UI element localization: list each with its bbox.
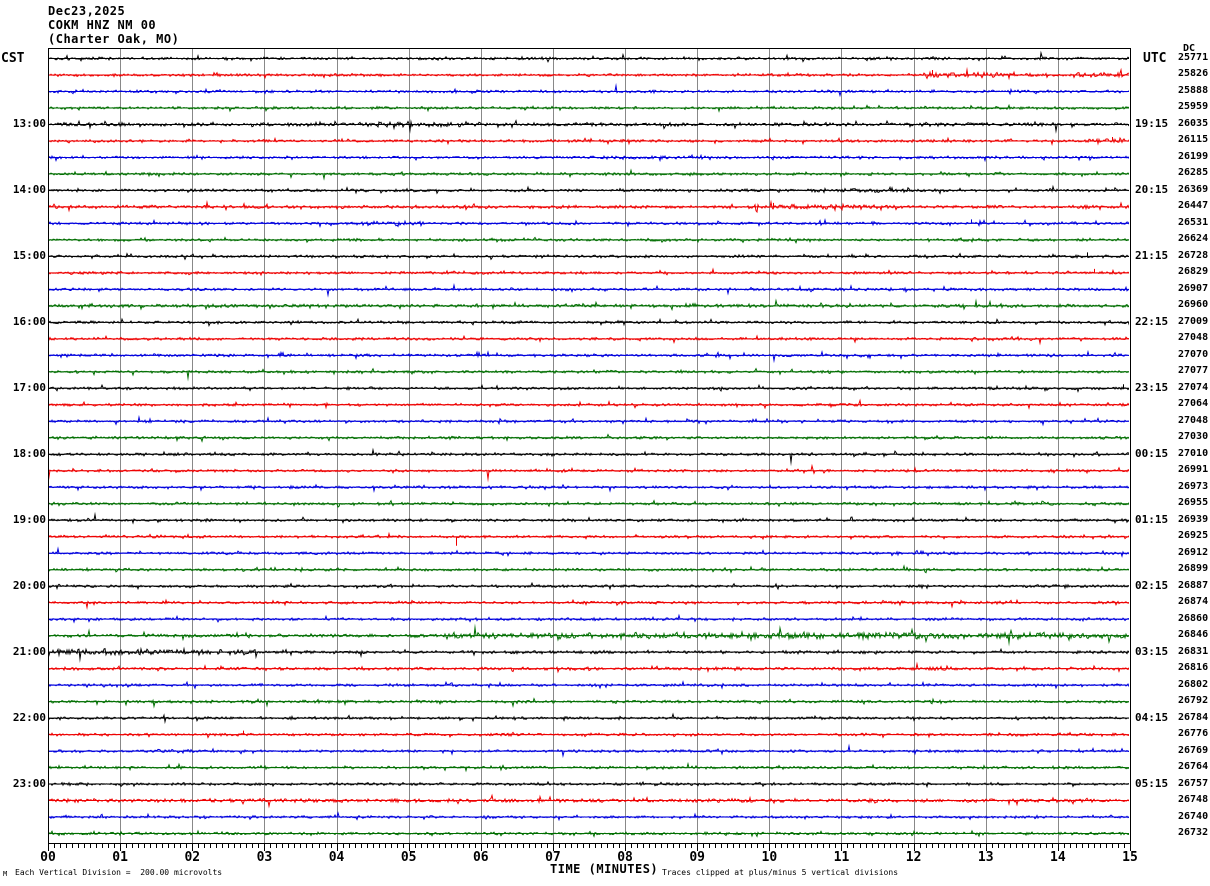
cst-hour-label: 18:00 <box>12 446 46 460</box>
utc-hour-label: 02:15 <box>1135 578 1169 592</box>
utc-hour-label: 21:15 <box>1135 248 1169 262</box>
dc-offset-value: 26792 <box>1178 695 1209 707</box>
cst-hour-label: 20:00 <box>12 578 46 592</box>
x-axis-tick-label: 12 <box>905 850 922 865</box>
dc-offset-value: 26955 <box>1178 497 1209 509</box>
x-axis-tick-label: 10 <box>761 850 778 865</box>
dc-offset-value: 26899 <box>1178 563 1209 575</box>
cst-hour-label: 16:00 <box>12 314 46 328</box>
dc-offset-value: 25771 <box>1178 52 1209 63</box>
x-axis-tick-label: 11 <box>833 850 850 865</box>
dc-offset-value: 25959 <box>1178 101 1209 113</box>
dc-offset-value: 26285 <box>1178 167 1209 179</box>
dc-offset-value: 26816 <box>1178 662 1209 674</box>
dc-offset-value: 26939 <box>1178 513 1209 525</box>
dc-offset-value: 26925 <box>1178 530 1209 542</box>
dc-offset-value: 26728 <box>1178 249 1209 261</box>
dc-offset-value: 26960 <box>1178 299 1209 311</box>
utc-hour-label: 20:15 <box>1135 182 1169 196</box>
cst-hour-label: 13:00 <box>12 116 46 130</box>
dc-offset-value: 26991 <box>1178 464 1209 476</box>
x-axis-tick-label: 00 <box>40 850 56 865</box>
utc-hour-label: 04:15 <box>1135 710 1169 724</box>
dc-offset-value: 26784 <box>1178 711 1209 723</box>
header-station-code: COKM HNZ NM 00 <box>48 18 157 32</box>
dc-offset-value: 27048 <box>1178 414 1209 426</box>
right-axis-title: UTC <box>1143 51 1167 66</box>
x-axis-tick-label: 01 <box>112 850 128 865</box>
cst-hour-label: 21:00 <box>12 644 46 658</box>
dc-offset-value: 27077 <box>1178 365 1209 377</box>
dc-offset-value: 27009 <box>1178 315 1209 327</box>
utc-hour-label: 05:15 <box>1135 776 1169 790</box>
x-axis-tick-label: 15 <box>1122 850 1138 865</box>
dc-offset-value: 26531 <box>1178 216 1209 228</box>
dc-offset-value: 25826 <box>1178 68 1209 80</box>
dc-offset-value: 26829 <box>1178 266 1209 278</box>
x-axis-tick-label: 09 <box>689 850 706 865</box>
cst-hour-label: 14:00 <box>12 182 46 196</box>
cst-hour-label: 15:00 <box>12 248 46 262</box>
dc-offset-value: 26369 <box>1178 183 1209 195</box>
dc-offset-value: 26447 <box>1178 200 1209 212</box>
dc-offset-value: 26732 <box>1178 827 1209 839</box>
x-axis-tick-label: 05 <box>400 850 417 865</box>
dc-offset-value: 26874 <box>1178 596 1209 608</box>
dc-offset-value: 26802 <box>1178 678 1209 690</box>
dc-offset-value: 27048 <box>1178 332 1209 344</box>
dc-offset-value: 26831 <box>1178 645 1209 657</box>
dc-offset-value: 26035 <box>1178 117 1209 129</box>
cst-hour-label: 19:00 <box>12 512 46 526</box>
utc-hour-label: 01:15 <box>1135 512 1169 526</box>
utc-hour-label: 23:15 <box>1135 380 1169 394</box>
x-axis-tick-label: 14 <box>1050 850 1066 865</box>
x-axis-tick-label: 06 <box>472 850 489 865</box>
left-axis-title: CST <box>1 51 25 66</box>
dc-offset-value: 26740 <box>1178 810 1209 822</box>
dc-offset-value: 26757 <box>1178 777 1209 789</box>
dc-offset-value: 27030 <box>1178 431 1209 443</box>
utc-hour-label: 03:15 <box>1135 644 1169 658</box>
x-axis-title: TIME (MINUTES) <box>550 862 659 876</box>
utc-hour-label: 22:15 <box>1135 314 1169 328</box>
dc-offset-value: 26748 <box>1178 794 1209 806</box>
header-date: Dec23,2025 <box>48 4 126 18</box>
x-axis-tick-label: 04 <box>328 850 345 865</box>
dc-column-header: DC <box>1183 43 1196 54</box>
x-axis-tick-label: 07 <box>545 850 561 865</box>
dc-offset-value: 27010 <box>1178 447 1209 459</box>
dc-offset-value: 26199 <box>1178 150 1209 162</box>
dc-offset-value: 26887 <box>1178 579 1209 591</box>
dc-offset-value: 26973 <box>1178 480 1209 492</box>
vertical-scale-note: Each Vertical Division = 200.00 microvolts <box>15 868 223 877</box>
clip-note: Traces clipped at plus/minus 5 vertical divisions <box>662 868 899 877</box>
dc-offset-value: 26776 <box>1178 728 1209 740</box>
dc-offset-value: 27070 <box>1178 348 1209 360</box>
dc-offset-value: 26115 <box>1178 134 1209 146</box>
cst-hour-label: 23:00 <box>12 776 46 790</box>
x-axis-tick-label: 08 <box>617 850 633 865</box>
dc-offset-value: 26769 <box>1178 744 1209 756</box>
dc-offset-value: 26846 <box>1178 629 1209 641</box>
dc-offset-value: 26764 <box>1178 761 1209 773</box>
dc-offset-value: 26624 <box>1178 233 1209 245</box>
utc-hour-label: 19:15 <box>1135 116 1169 130</box>
dc-offset-value: 26860 <box>1178 612 1209 624</box>
dc-offset-value: 26912 <box>1178 546 1209 558</box>
cst-hour-label: 22:00 <box>12 710 46 724</box>
x-axis-tick-label: 13 <box>977 850 994 865</box>
dc-offset-value: 27074 <box>1178 381 1209 393</box>
cst-hour-label: 17:00 <box>12 380 46 394</box>
header-station-location: (Charter Oak, MO) <box>48 32 180 46</box>
x-axis-tick-label: 02 <box>184 850 201 865</box>
dc-offset-value: 26907 <box>1178 282 1209 294</box>
x-axis-tick-label: 03 <box>256 850 273 865</box>
footer-tiny-mark: M <box>3 870 8 878</box>
dc-offset-value: 27064 <box>1178 398 1209 410</box>
utc-hour-label: 00:15 <box>1135 446 1169 460</box>
dc-offset-value: 25888 <box>1178 84 1209 96</box>
